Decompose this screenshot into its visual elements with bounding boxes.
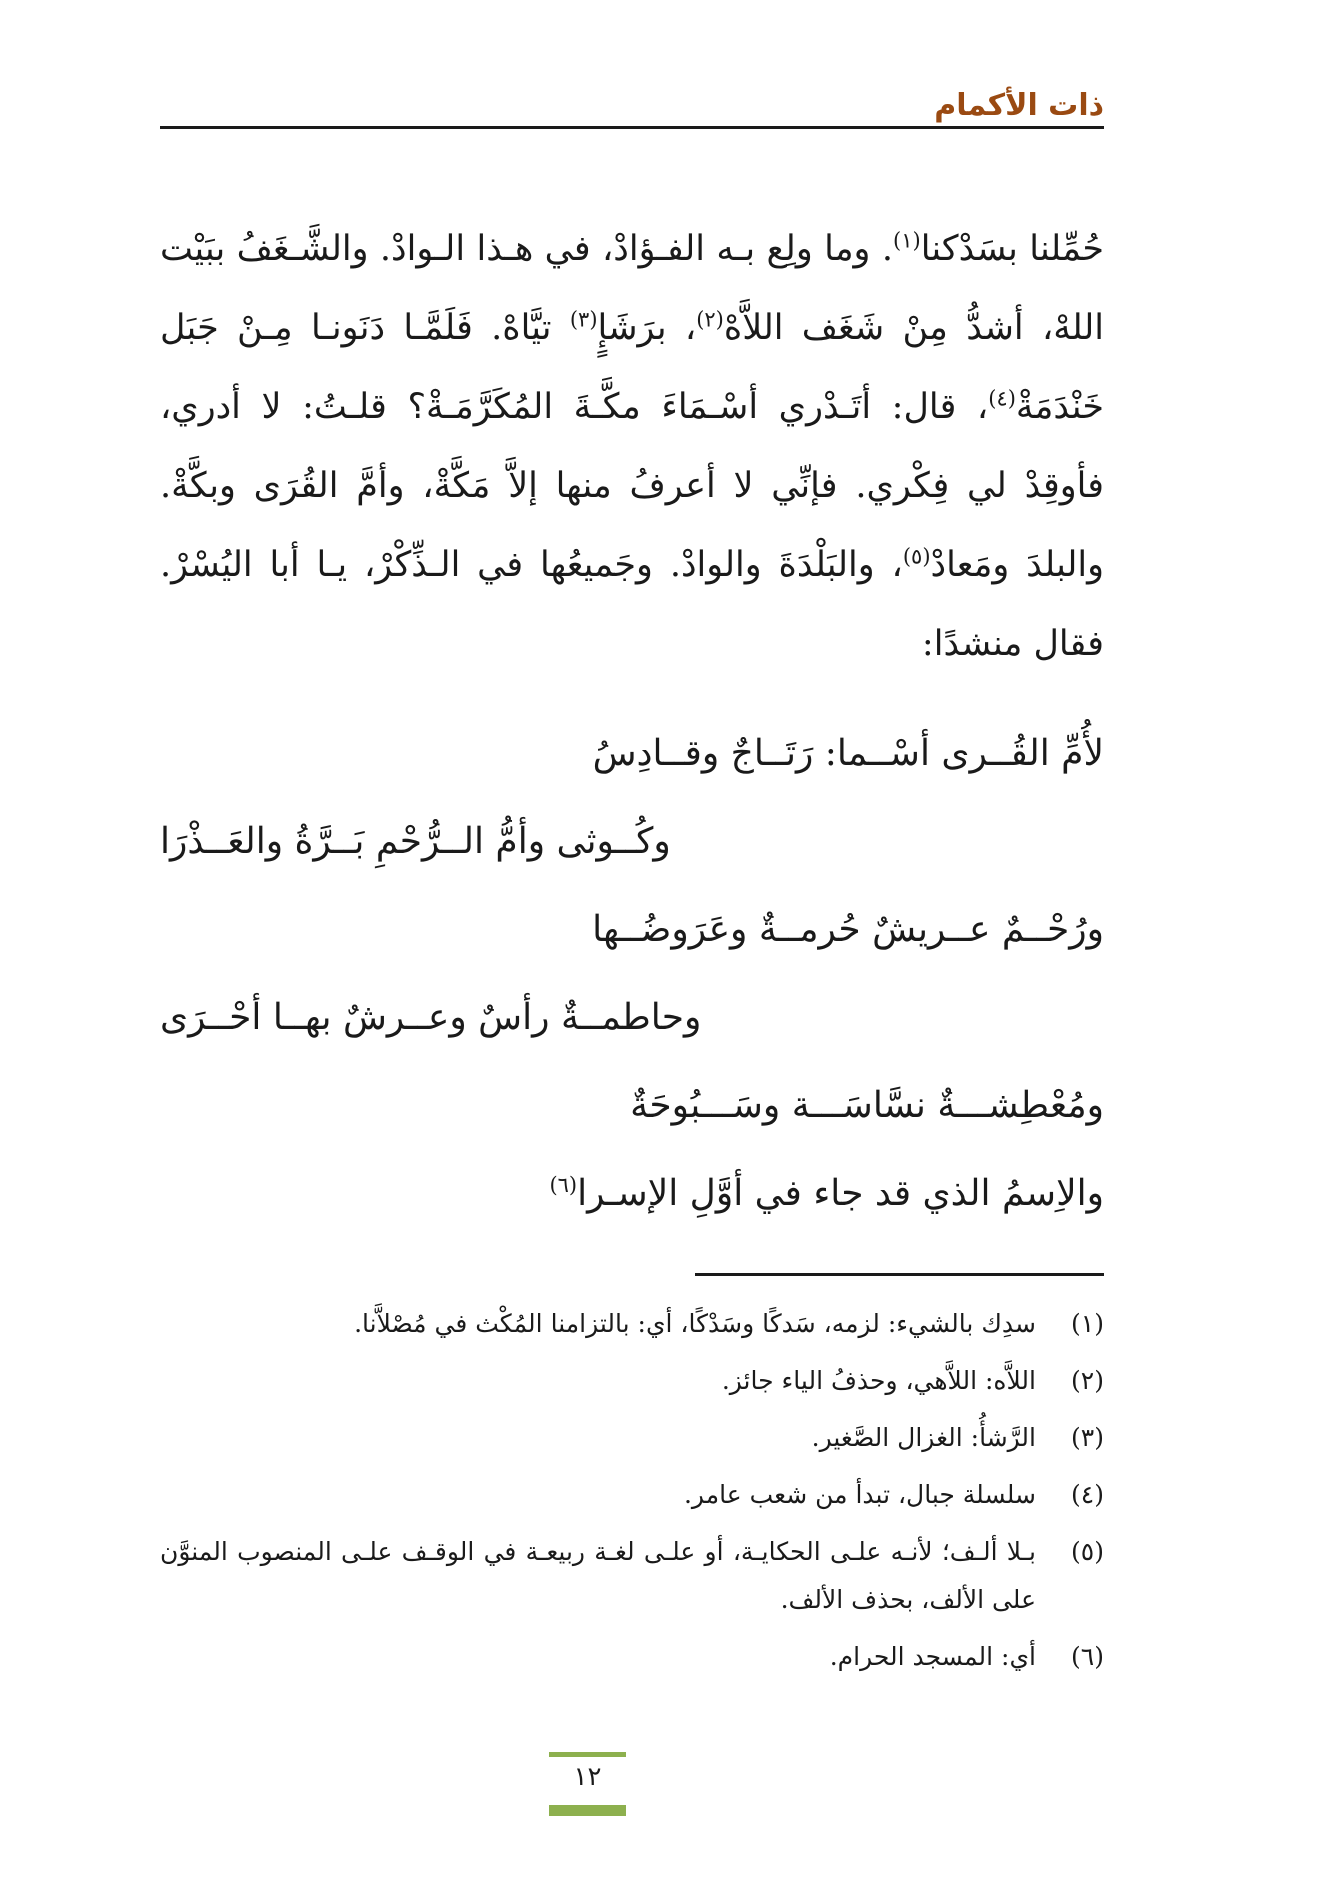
footnote-text: الرَّشأُ: الغزال الصَّغير. (811, 1423, 1036, 1452)
footnote-ref[interactable]: (٥) (902, 544, 931, 569)
poem-verses (160, 710, 1104, 1238)
verse-line-last (160, 1150, 1104, 1238)
page-number: ١٢ (573, 1762, 602, 1792)
prose-text: تيَّاهْ. فَلَمَّـا دَنَونـا مِـنْ جَبَل خَنْدَمَةْ (160, 308, 1104, 427)
footnote-text: سدِك بالشيء: لزمه، سَدكًا وسَدْكًا، أي: بالتزامنا المُكْث في مُصْلاَّنا. (354, 1309, 1036, 1338)
footnote-number: (٤) (1071, 1480, 1104, 1509)
verse-line: لأُمِّ القُــرى أسْــما: رَتَــاجٌ وقــادِسُ (592, 733, 1104, 774)
footnote-ref[interactable]: (٦) (549, 1173, 578, 1197)
footnote-ref[interactable]: (١) (893, 228, 921, 253)
footnote-ref[interactable]: (٣) (569, 307, 598, 332)
verse-line: ورُحْــمٌ عــريشٌ حُرمــةٌ وعَرَوضُــها (592, 909, 1104, 950)
footnote-text: اللاَّه: اللاَّهي، وحذفُ الياء جائز. (721, 1366, 1036, 1395)
footnote-ref[interactable]: (٢) (696, 307, 724, 332)
footnote-item (160, 1357, 1104, 1405)
prose-text: ، برَشَإٍ (597, 308, 697, 348)
footnote-text: أي: المسجد الحرام. (829, 1642, 1036, 1671)
verse-line: وحاطمــةٌ رأسٌ وعــرشٌ بهــا أحْــرَى (160, 997, 702, 1038)
footnote-separator (695, 1273, 1104, 1276)
page-number-bottom-bar (549, 1805, 626, 1816)
footnote-text: سلسلة جبال، تبدأ من شعب عامر. (683, 1480, 1036, 1509)
verse-text: والاِسمُ الذي قد جاء في أوَّلِ الإسـرا (577, 1173, 1104, 1214)
footnote-number: (٢) (1071, 1366, 1104, 1395)
verse-line: ومُعْطِشـــةٌ نسَّاسَـــة وسَـــبُوحَةٌ (630, 1085, 1104, 1126)
footnote-number: (٥) (1071, 1537, 1104, 1566)
prose-text: ، والبَلْدَةَ والوادْ. وجَميعُها في الـذِّكْرْ، يـا أبا اليُسْرْ. فقال منشدًا: (160, 545, 1104, 664)
running-header-title: ذات الأكمام (934, 88, 1104, 123)
footnote-number: (١) (1071, 1309, 1104, 1338)
footnote-item (160, 1300, 1104, 1348)
footnote-text: بـلا ألـف؛ لأنـه علـى الحكايـة، أو علـى لغـة ربيعـة في الوقـف علـى المنصوب المنوَّن على الألف، بحذف الألف. (160, 1537, 1036, 1614)
prose-text: حُمِّلنا بسَدْكنا (920, 229, 1104, 269)
footnote-item (160, 1471, 1104, 1519)
prose-paragraph (160, 210, 1104, 684)
footnotes (160, 1300, 1104, 1690)
footnote-ref[interactable]: (٤) (988, 386, 1016, 411)
footnote-number: (٦) (1071, 1642, 1104, 1671)
prose-body (160, 210, 1104, 684)
page-number-top-bar (549, 1752, 626, 1757)
footnote-number: (٣) (1071, 1423, 1104, 1452)
footnote-item (160, 1528, 1104, 1624)
prose-text: . وما ولِع بـه الفـؤادْ، في هـذا الـوادْ. والشَّـغَفُ ببَيْت اللهْ، أشدُّ مِنْ شَغَف اللاَّهْ (160, 229, 1104, 348)
header-rule (160, 126, 1104, 129)
prose-text: ، قال: أتَـدْري أسْـمَاءَ مكَّـةَ المُكَرَّمَـةْ؟ قلـتُ: لا أدري، فأوقِدْ لي فِكْري. فإنِّي لا أعرفُ منها إلاَّ مَكَّةْ، وأمَّ القُرَى وبكَّةْ. والبلدَ ومَعادْ (160, 387, 1104, 585)
footnote-item (160, 1414, 1104, 1462)
footnote-item (160, 1633, 1104, 1681)
verse-line: وكُــوثى وأمُّ الــرُّحْمِ بَــرَّةُ والعَــذْرَا (160, 821, 671, 862)
